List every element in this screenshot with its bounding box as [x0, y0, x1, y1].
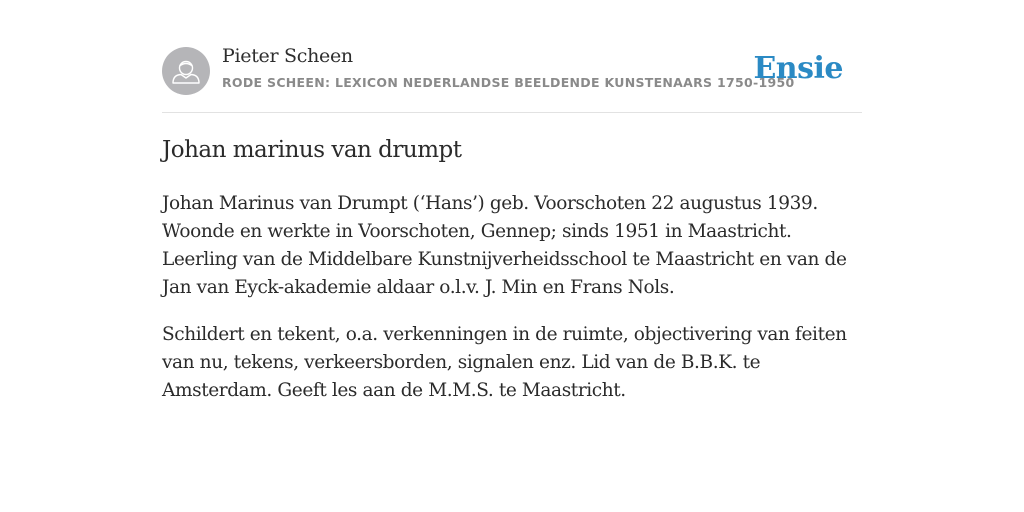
ensie-logo[interactable]: Ensie [753, 51, 843, 86]
article-paragraph: Johan Marinus van Drumpt (‘Hans’) geb. Voorschoten 22 augustus 1939. Woonde en werkte in Voorschoten, Gennep; sinds 1951 in Maastricht. Leerling van de Middelbare Kunstnijverheidsschool te Maastricht en van de Jan van Eyck-akademie aldaar o.l.v. J. Min en Frans Nols. [162, 193, 847, 298]
source-title[interactable]: RODE SCHEEN: LEXICON NEDERLANDSE BEELDENDE KUNSTENAARS 1750-1950 [222, 75, 795, 90]
author-name[interactable]: Pieter Scheen [222, 45, 353, 67]
article-paragraph: Schildert en tekent, o.a. verkenningen in de ruimte, objectivering van feiten van nu, tekens, verkeersborden, signalen enz. Lid van de B.B.K. te Amsterdam. Geeft les aan de M.M.S. te Maastricht. [162, 324, 847, 401]
author-avatar[interactable] [162, 47, 210, 95]
article-body [162, 190, 862, 424]
article-title: Johan marinus van drumpt [162, 137, 462, 163]
user-silhouette-icon [162, 47, 210, 95]
article-card [162, 0, 862, 401]
article-header [162, 0, 862, 113]
